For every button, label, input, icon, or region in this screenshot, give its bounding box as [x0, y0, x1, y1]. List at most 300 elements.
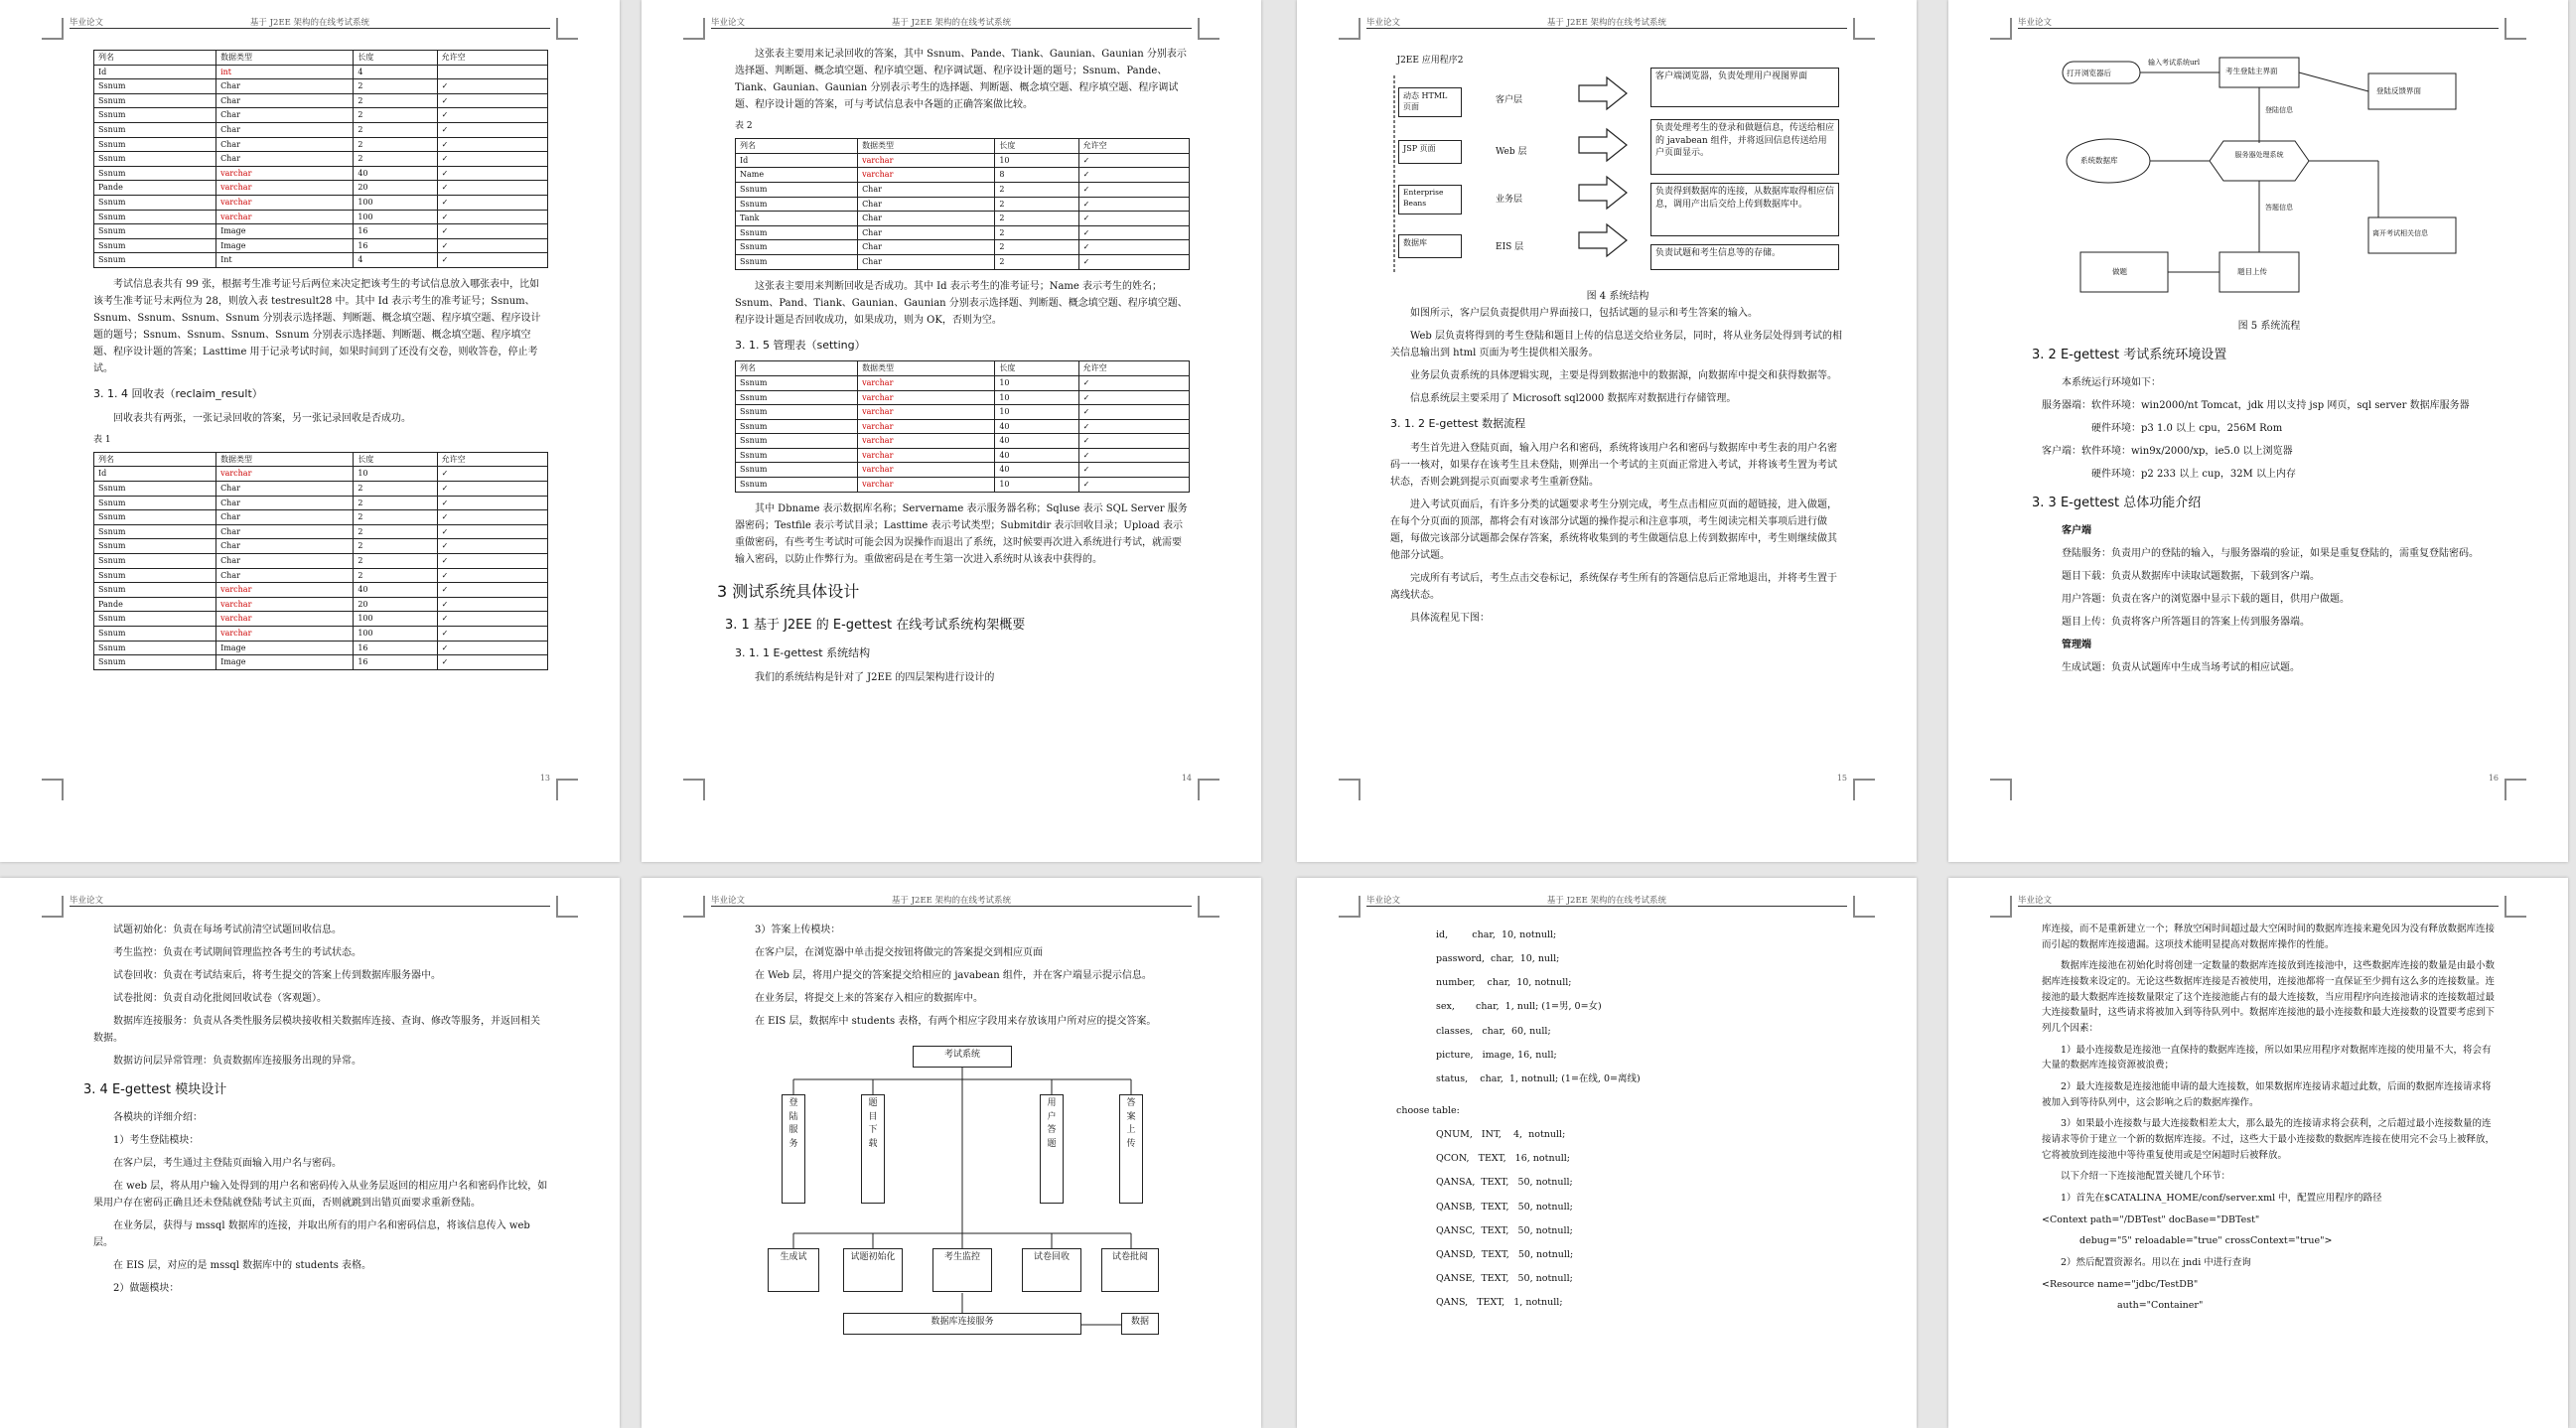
table-cell: 10 [995, 375, 1078, 390]
table-cell: ✓ [437, 482, 547, 497]
table-cell: Ssnum [94, 568, 216, 583]
table-cell: ✓ [437, 583, 547, 598]
table-row [736, 434, 1190, 449]
table-row [94, 655, 548, 670]
table-cell: ✓ [1078, 405, 1189, 420]
table-cell: Ssnum [94, 238, 216, 253]
col-header: 长度 [995, 139, 1078, 154]
table-cell: varchar [216, 181, 354, 196]
table-cell: ✓ [437, 122, 547, 137]
table-row [736, 153, 1190, 168]
paragraph: 在客户层，考生通过主登陆页面输入用户名与密码。 [113, 1158, 342, 1170]
table-cell: Ssnum [94, 554, 216, 569]
table-row [94, 79, 548, 94]
table-cell: 100 [354, 210, 437, 224]
table-cell: Image [216, 655, 354, 670]
table-cell: ✓ [437, 467, 547, 482]
data-table [93, 452, 548, 670]
table-cell: Char [858, 212, 995, 226]
table-cell: 2 [354, 152, 437, 167]
table-cell: Ssnum [94, 524, 216, 539]
table-cell: varchar [216, 612, 354, 627]
table-cell: ✓ [1078, 419, 1189, 434]
table-cell: Ssnum [94, 253, 216, 268]
table-row [94, 181, 548, 196]
table-cell: ✓ [1078, 255, 1189, 270]
table-cell: ✓ [437, 238, 547, 253]
paragraph: 完成所有考试后，考生点击交卷标记，系统保存考生所有的答题信息后正常地退出，并将考生置于离线状态。 [1390, 572, 1837, 601]
table-row [736, 225, 1190, 240]
page-header: 毕业论文 基于 J2EE 架构的在线考试系统 [711, 14, 1192, 29]
code-line: number, char, 10, notnull; [1436, 977, 1572, 989]
table-cell: 2 [354, 108, 437, 123]
tier-heading: J2EE 应用程序2 [1396, 56, 1464, 66]
col-header: 数据类型 [216, 51, 354, 66]
col-header: 长度 [354, 51, 437, 66]
table-cell: Name [736, 168, 858, 183]
table-row [94, 253, 548, 268]
table-cell: Pande [94, 181, 216, 196]
list-item: 题目下载：负责从数据库中读取试题数据，下载到客户端。 [2062, 571, 2320, 583]
sub-heading: 管理端 [2062, 640, 2091, 651]
code-line: <Resource name="jdbc/TestDB" [2042, 1278, 2199, 1290]
table-cell: Ssnum [94, 166, 216, 181]
flow-node: 打开浏览器后 [2067, 69, 2111, 77]
table-cell: Ssnum [94, 482, 216, 497]
env-line: 客户端：软件环境：win9x/2000/xp，ie5.0 以上浏览器 [2042, 446, 2293, 458]
table-row [94, 597, 548, 612]
section-heading: 3. 1. 5 管理表（setting） [735, 338, 866, 352]
paragraph: 在 EIS 层，数据库中 students 表格，有两个相应字段用来存放该用户所对应的提交答案。 [755, 1016, 1157, 1027]
table-cell: ✓ [1078, 448, 1189, 463]
table-cell: varchar [858, 390, 995, 405]
table-cell: 2 [354, 79, 437, 94]
desc-box: 负责处理考生的登录和做题信息，传送给相应的 javabean 组件，并将返回信息传送给用户页面显示。 [1650, 119, 1839, 175]
paragraph: 进入考试页面后，有许多分类的试题要求考生分别完成，考生点击相应页面的超链接，进入做题，在每个分页面的顶部，都将会有对该部分试题的操作提示和注意事项，考生阅读完相关事项后进行做题，每做完该部分试题都会保存答案，系统将收集到的考生做题信息上传到数据库中，考生则继续做其他部分试题。 [1390, 499, 1837, 561]
table-cell: int [216, 65, 354, 79]
paragraph: 数据库连接池在初始化时将创建一定数量的数据库连接放到连接池中，这些数据库连接的数量是由最小数据库连接数来设定的。无论这些数据库连接是否被使用，连接池都将一直保证至少拥有这么多的连接数量。连接池的最大数据库连接数量限定了这个连接池能占有的最大连接数，当应用程序向连接池请求的连接数超过最大连接数量时，这些请求将被加入到等待队列中。数据库连接池的最小连接数和最大连接数的设置要考虑到下列几个因素： [2042, 960, 2496, 1035]
paragraph: 在客户层，在浏览器中单击提交按钮将做完的答案提交到相应页面 [755, 947, 1043, 958]
paragraph: 3）如果最小连接数与最大连接数相差太大，那么最先的连接请求将会获利，之后超过最小连接数量的连接请求等价于建立一个新的数据库连接。不过，这些大于最小连接数的数据库连接在使用完不会马上被释放，它将被放到连接池中等待重复使用或是空闲超时后被释放。 [2042, 1118, 2496, 1161]
table-cell: 2 [995, 212, 1078, 226]
page-14 [642, 0, 1261, 862]
page-number: 16 [2488, 774, 2499, 783]
table-row [94, 641, 548, 655]
table-cell: Ssnum [94, 612, 216, 627]
col-header: 长度 [995, 361, 1078, 376]
table-cell: 16 [354, 224, 437, 239]
code-line: QANSD, TEXT, 50, notnull; [1436, 1248, 1574, 1260]
table-cell: varchar [858, 478, 995, 493]
paragraph: 我们的系统结构是针对了 J2EE 的四层架构进行设计的 [755, 671, 995, 683]
col-header: 列名 [736, 361, 858, 376]
flow-node: 登陆反馈界面 [2376, 86, 2421, 95]
table-cell: ✓ [1078, 168, 1189, 183]
table-cell [437, 65, 547, 79]
paragraph: 试卷批阅：负责自动化批阅回收试卷（客观题）。 [113, 993, 327, 1004]
code-line: auth="Container" [2117, 1300, 2204, 1312]
desc-box: 负责得到数据库的连接，从数据库取得相应信息，调用产出后交给上传到数据库中。 [1650, 183, 1839, 236]
data-table [93, 50, 548, 268]
tree-module: 登陆服务 [782, 1094, 805, 1204]
table-cell: 40 [995, 434, 1078, 449]
table-cell: varchar [858, 434, 995, 449]
table-cell: 2 [995, 183, 1078, 198]
table-cell: Ssnum [736, 405, 858, 420]
paragraph: 在 EIS 层，对应的是 mssql 数据库中的 students 表格。 [113, 1260, 372, 1272]
paragraph: 2）做题模块： [113, 1283, 180, 1295]
paragraph: 这张表主要用来记录回收的答案，其中 Ssnum、Pande、Tiank、Gaunian、Gaunian 分别表示选择题、判断题、概念填空题、程序填空题、程序调试题、程序设计题的题号；Ssnum、Pande、Tiank、Gaunian、Gaunian 分别表示考生的选择题、判断题、概念填空题、程序填空题、程序调试题、程序设计题的答案，可与考试信息表中各题的正确答案做比较。 [735, 49, 1187, 110]
paragraph: 1）考生登陆模块： [113, 1135, 200, 1147]
paragraph: 在 Web 层，将用户提交的答案提交给相应的 javabean 组件，并在客户端显示提示信息。 [755, 970, 1152, 981]
table-row [94, 93, 548, 108]
table-cell: ✓ [437, 539, 547, 554]
page-header: 毕业论文 [2018, 14, 2499, 29]
table-cell: ✓ [1078, 225, 1189, 240]
table-cell: varchar [216, 597, 354, 612]
table-row [94, 65, 548, 79]
table-cell: ✓ [437, 510, 547, 525]
table-cell: 10 [354, 467, 437, 482]
data-table [735, 360, 1190, 492]
table-cell: ✓ [437, 166, 547, 181]
paragraph: 试题初始化：负责在每场考试前清空试题回收信息。 [113, 925, 342, 935]
table-row [736, 478, 1190, 493]
table-row [94, 496, 548, 510]
col-header: 数据类型 [858, 139, 995, 154]
table-cell: Ssnum [94, 627, 216, 642]
table-cell: ✓ [437, 627, 547, 642]
table-cell: Image [216, 641, 354, 655]
table-cell: Char [216, 93, 354, 108]
col-header: 允许空 [1078, 139, 1189, 154]
code-line: QNUM, INT, 4, notnull; [1436, 1129, 1566, 1141]
table-cell: 2 [995, 255, 1078, 270]
table-cell: varchar [858, 153, 995, 168]
paragraph: 这张表主要用来判断回收是否成功。其中 Id 表示考生的准考证号；Name 表示考生的姓名；Ssnum、Pand、Tiank、Gaunian、Gaunian 分别表示选择题、判断题、概念填空题、程序填空题、程序设计题是否回收成功，如果成功，则为 OK，否则为空。 [735, 280, 1188, 326]
table-row [736, 212, 1190, 226]
tier-box: 数据库 [1398, 234, 1462, 258]
table-cell: ✓ [437, 253, 547, 268]
col-header: 允许空 [1078, 361, 1189, 376]
table-cell: ✓ [437, 524, 547, 539]
data-table [735, 138, 1190, 269]
flow-node: 考生登陆主界面 [2225, 67, 2278, 75]
section-heading: 3. 2 E-gettest 考试系统环境设置 [2032, 348, 2227, 362]
table-cell: Char [216, 108, 354, 123]
flow-edge-label: 登陆信息 [2265, 106, 2293, 114]
code-line: choose table: [1396, 1104, 1460, 1116]
table-row [736, 183, 1190, 198]
layer-label: EIS 层 [1496, 242, 1524, 252]
table-cell: Char [216, 554, 354, 569]
table-caption: 表 1 [93, 434, 111, 445]
table-cell: 20 [354, 181, 437, 196]
table-cell: 16 [354, 238, 437, 253]
table-cell: 2 [995, 225, 1078, 240]
tree-module: 试题初始化 [843, 1248, 903, 1292]
subsection-heading: 3. 1. 1 E-gettest 系统结构 [735, 645, 871, 659]
page-body [1390, 46, 1845, 633]
code-line: id, char, 10, notnull; [1436, 929, 1557, 940]
table-row [94, 583, 548, 598]
table-cell: Ssnum [94, 224, 216, 239]
flow-node: 题目上传 [2237, 267, 2267, 276]
table-cell: ✓ [1078, 390, 1189, 405]
paragraph: 各模块的详细介绍： [113, 1112, 203, 1124]
tree-lines-svg [764, 1040, 1161, 1338]
list-item: 生成试题：负责从试题库中生成当场考试的相应试题。 [2062, 662, 2300, 674]
table-cell: varchar [858, 419, 995, 434]
env-line: 服务器端：软件环境：win2000/nt Tomcat，jdk 用以支持 jsp 网页，sql server 数据库服务器 [2042, 400, 2470, 412]
table-cell: 2 [354, 122, 437, 137]
table-cell: 10 [995, 153, 1078, 168]
table-cell: ✓ [1078, 463, 1189, 478]
env-line: 硬件环境：p3 1.0 以上 cpu，256M Rom [2091, 423, 2283, 435]
page-number: 14 [1181, 774, 1192, 783]
table-cell: 4 [354, 253, 437, 268]
page-19 [1297, 878, 1917, 1428]
table-cell: ✓ [1078, 478, 1189, 493]
flow-edge-label: 输入考试系统url [2148, 59, 2201, 67]
table-row [94, 467, 548, 482]
section-heading: 3. 3 E-gettest 总体功能介绍 [2032, 496, 2202, 511]
table-cell: Image [216, 224, 354, 239]
table-cell: 100 [354, 612, 437, 627]
col-header: 数据类型 [858, 361, 995, 376]
system-flow-figure [2061, 44, 2478, 314]
table-cell: ✓ [437, 108, 547, 123]
table-row [736, 448, 1190, 463]
table-row [736, 168, 1190, 183]
page-17 [0, 878, 620, 1428]
table-cell: 40 [995, 463, 1078, 478]
table-cell: varchar [216, 467, 354, 482]
paragraph: 3）答案上传模块： [755, 925, 841, 935]
table-cell: Ssnum [94, 122, 216, 137]
table-cell: Ssnum [736, 434, 858, 449]
table-cell: Id [94, 65, 216, 79]
table-cell: Ssnum [94, 93, 216, 108]
table-cell: Char [216, 137, 354, 152]
table-cell: 100 [354, 627, 437, 642]
table-cell: 2 [354, 554, 437, 569]
table-cell: 16 [354, 641, 437, 655]
table-cell: varchar [216, 195, 354, 210]
tree-module: 题目下载 [861, 1094, 885, 1204]
paragraph: 1）首先在$CATALINA_HOME/conf/server.xml 中，配置应用程序的路径 [2061, 1193, 2382, 1205]
table-cell: Ssnum [736, 478, 858, 493]
table-row [736, 405, 1190, 420]
paragraph: 库连接，而不是重新建立一个；释放空闲时间超过最大空闲时间的数据库连接来避免因为没有释放数据库连接而引起的数据库连接遗漏。这项技术能明显提高对数据库操作的性能。 [2042, 924, 2496, 950]
table-row [94, 195, 548, 210]
table-cell: Ssnum [94, 152, 216, 167]
list-item: 登陆服务：负责用户的登陆的输入，与服务器端的验证，如果是重复登陆的，需重复登陆密码。 [2062, 548, 2479, 560]
paragraph: 考生首先进入登陆页面，输入用户名和密码，系统将该用户名和密码与数据库中考生表的用户名密码一一核对，如果存在该考生且未登陆，则弹出一个考试的主页面正常进入考试，并将该考生置为考试状态，否则会跳到提示页面要求考生重新登陆。 [1390, 442, 1837, 488]
table-cell: Ssnum [736, 197, 858, 212]
col-header: 长度 [354, 452, 437, 467]
paragraph: 信息系统层主要采用了 Microsoft sql2000 数据库对数据进行存储管理。 [1410, 393, 1737, 404]
table-cell: Char [858, 240, 995, 255]
flow-node: 做题 [2112, 267, 2127, 276]
code-line: QCON, TEXT, 16, notnull; [1436, 1153, 1570, 1165]
table-cell: Char [858, 255, 995, 270]
table-cell: Ssnum [736, 419, 858, 434]
page-header: 毕业论文 基于 J2EE 架构的在线考试系统 [70, 14, 550, 29]
table-row [736, 197, 1190, 212]
table-cell: varchar [216, 627, 354, 642]
table-cell: Char [216, 524, 354, 539]
paragraph: Web 层负责将得到的考生登陆和题目上传的信息送交给业务层，同时，将从业务层处得到考试的相关信息输出到 html 页面为考生提供相关服务。 [1390, 331, 1842, 358]
table-cell: Id [736, 153, 858, 168]
paragraph: 在业务层，将提交上来的答案存入相应的数据库中。 [755, 993, 983, 1004]
table-cell: 100 [354, 195, 437, 210]
table-cell: ✓ [437, 93, 547, 108]
table-cell: Ssnum [94, 108, 216, 123]
page-15 [1297, 0, 1917, 862]
tree-base: 数据库连接服务 [843, 1313, 1081, 1335]
system-structure-figure [1390, 46, 1845, 284]
page-body [2042, 922, 2497, 1320]
table-cell: Ssnum [736, 225, 858, 240]
table-cell: ✓ [1078, 375, 1189, 390]
table-row [94, 108, 548, 123]
table-cell: varchar [858, 448, 995, 463]
table-cell: ✓ [437, 597, 547, 612]
paragraph: 2）最大连接数是连接池能申请的最大连接数，如果数据库连接请求超过此数，后面的数据库连接请求将被加入到等待队列中，这会影响之后的数据库操作。 [2042, 1081, 2492, 1108]
table-cell: Pande [94, 597, 216, 612]
table-cell: ✓ [1078, 212, 1189, 226]
table-row [94, 137, 548, 152]
page-body [1396, 928, 1845, 1319]
table-cell: 40 [354, 583, 437, 598]
table-cell: ✓ [437, 568, 547, 583]
chapter-heading: 3 测试系统具体设计 [717, 581, 860, 601]
table-cell: varchar [216, 210, 354, 224]
table-cell: 20 [354, 597, 437, 612]
table-cell: Ssnum [94, 210, 216, 224]
table-cell: Ssnum [94, 655, 216, 670]
page-20 [1948, 878, 2568, 1428]
page-number: 13 [539, 774, 550, 783]
table-cell: ✓ [437, 210, 547, 224]
paragraph: 具体流程见下图： [1410, 612, 1490, 624]
table-row [736, 390, 1190, 405]
section-heading: 3. 1 基于 J2EE 的 E-gettest 在线考试系统构架概要 [725, 617, 1026, 633]
tree-side: 数据 [1121, 1313, 1159, 1335]
subsection-heading: 3. 1. 2 E-gettest 数据流程 [1390, 417, 1526, 430]
table-cell: Int [216, 253, 354, 268]
page-13 [0, 0, 620, 862]
layer-label: 客户层 [1496, 95, 1523, 105]
table-cell: Ssnum [94, 195, 216, 210]
table-cell: ✓ [1078, 240, 1189, 255]
code-line: QANSA, TEXT, 50, notnull; [1436, 1177, 1573, 1189]
table-cell: 2 [995, 197, 1078, 212]
table-cell: Char [858, 183, 995, 198]
table-cell: Ssnum [736, 390, 858, 405]
page-body [735, 922, 1190, 1338]
code-line: <Context path="/DBTest" docBase="DBTest" [2042, 1214, 2260, 1225]
table-cell: Ssnum [736, 255, 858, 270]
tree-module: 考生监控 [932, 1248, 992, 1292]
table-cell: Ssnum [94, 641, 216, 655]
table-cell: ✓ [1078, 197, 1189, 212]
table-cell: 2 [354, 539, 437, 554]
paragraph: 其中 Dbname 表示数据库名称；Servername 表示服务器名称；Sqluse 表示 SQL Server 服务器密码；Testfile 表示考试目录；Lasttime 表示考试类型；Submitdir 表示回收目录；Upload 表示重做密码，有些考生考试时可能会因为误操作而退出了系统，这时候要再次进入系统进行考试，就需要输入密码，以防止作弊行为。重做密码是在考生第一次进入系统时从该表中获得的。 [735, 502, 1188, 565]
paragraph: 回收表共有两张，一张记录回收的答案，另一张记录回收是否成功。 [113, 412, 411, 424]
table-cell: 2 [354, 568, 437, 583]
table-cell: 10 [995, 390, 1078, 405]
table-cell: Ssnum [736, 240, 858, 255]
page-header: 毕业论文 [2018, 892, 2499, 907]
table-row [94, 554, 548, 569]
module-tree-figure [764, 1040, 1161, 1338]
table-row [94, 122, 548, 137]
paragraph: 数据库连接服务：负责从各类性服务层模块接收相关数据库连接、查询、修改等服务，并返回相关数据。 [93, 1016, 540, 1044]
flow-node: 系统数据库 [2080, 156, 2118, 165]
col-header: 数据类型 [216, 452, 354, 467]
layer-label: Web 层 [1496, 147, 1527, 157]
table-cell: Ssnum [736, 375, 858, 390]
table-cell: 4 [354, 65, 437, 79]
desc-box: 负责试题和考生信息等的存储。 [1650, 244, 1839, 270]
table-cell: ✓ [437, 655, 547, 670]
paragraph: 2）然后配置资源名。用以在 jndi 中进行查询 [2061, 1257, 2251, 1269]
list-item: 用户答题：负责在客户的浏览器中显示下载的题目，供用户做题。 [2062, 594, 2350, 606]
table-cell: varchar [216, 166, 354, 181]
section-heading: 3. 1. 4 回收表（reclaim_result） [93, 386, 263, 400]
desc-box: 客户端浏览器，负责处理用户视图界面 [1650, 68, 1839, 107]
table-row [94, 482, 548, 497]
table-cell: Char [216, 122, 354, 137]
code-line: classes, char, 60, null; [1436, 1025, 1551, 1037]
table-cell: Ssnum [736, 448, 858, 463]
table-cell: varchar [858, 405, 995, 420]
tree-module: 生成试 [768, 1248, 819, 1292]
paragraph: 考生监控：负责在考试期间管理监控各考生的考试状态。 [113, 947, 361, 958]
env-line: 硬件环境：p2 233 以上 cup，32M 以上内存 [2091, 469, 2296, 481]
table-caption: 表 2 [735, 121, 753, 131]
table-cell: 2 [354, 137, 437, 152]
table-cell: 40 [354, 166, 437, 181]
table-cell: ✓ [437, 641, 547, 655]
table-cell: Ssnum [736, 183, 858, 198]
paragraph: 如图所示，客户层负责提供用户界面接口，包括试题的显示和考生答案的输入。 [1410, 308, 1758, 319]
table-cell: Char [858, 225, 995, 240]
page-body [717, 46, 1190, 692]
page-body [2032, 44, 2497, 682]
col-header: 列名 [94, 452, 216, 467]
table-cell: 2 [354, 93, 437, 108]
table-cell: varchar [858, 375, 995, 390]
table-cell: Char [216, 482, 354, 497]
table-row [94, 210, 548, 224]
table-cell: Char [216, 510, 354, 525]
table-cell: 2 [354, 524, 437, 539]
sub-heading: 客户端 [2062, 525, 2091, 537]
list-item: 题目上传：负责将客户所答题目的答案上传到服务器端。 [2062, 617, 2310, 629]
table-row [94, 568, 548, 583]
code-line: QANSE, TEXT, 50, notnull; [1436, 1272, 1573, 1284]
tree-module: 试卷批阅 [1101, 1248, 1159, 1292]
table-cell: varchar [858, 463, 995, 478]
paragraph: 数据访问层异常管理：负责数据库连接服务出现的异常。 [113, 1056, 361, 1067]
flow-node: 服务器处理系统 [2234, 151, 2284, 159]
table-cell: Ssnum [94, 510, 216, 525]
tier-box: Enterprise Beans [1398, 185, 1462, 214]
paragraph: 业务层负责系统的具体逻辑实现，主要是得到数据池中的数据源，向数据库中提交和获得数据等。 [1410, 370, 1837, 381]
